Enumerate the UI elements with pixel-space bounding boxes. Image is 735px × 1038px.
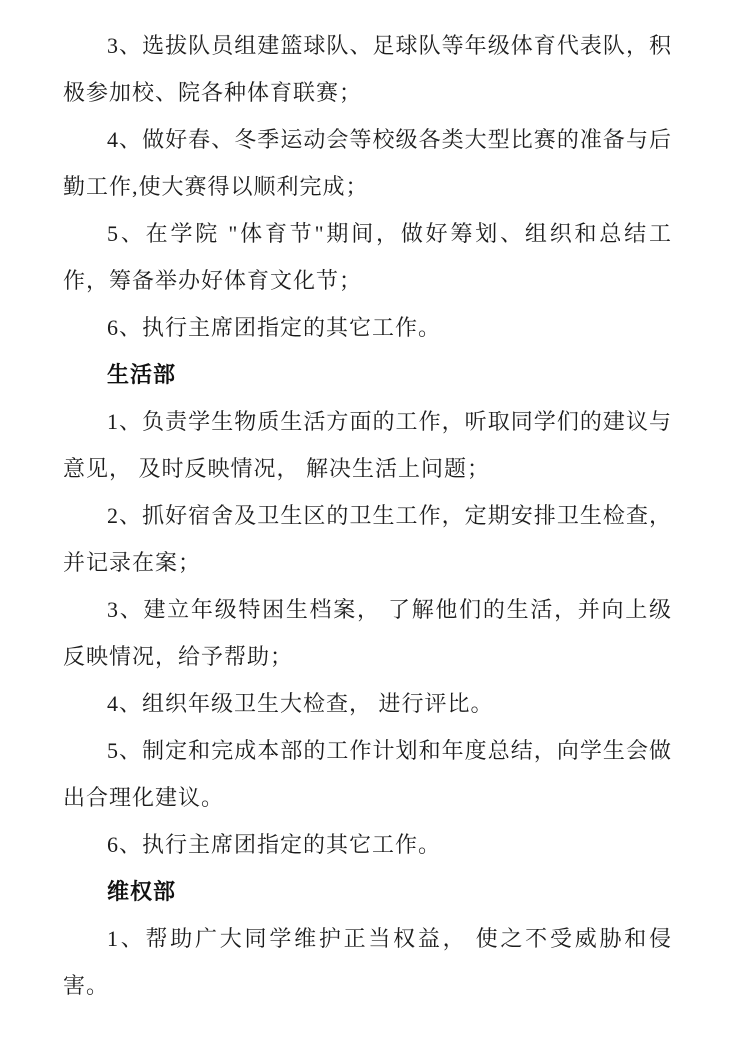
paragraph: 3、建立年级特困生档案， 了解他们的生活，并向上级反映情况，给予帮助； <box>63 597 672 669</box>
paragraph: 1、负责学生物质生活方面的工作，听取同学们的建议与意见， 及时反映情况， 解决生活上问题； <box>63 409 672 481</box>
document-body <box>63 22 672 1009</box>
section-heading: 生活部 <box>107 362 177 387</box>
paragraph: 4、做好春、冬季运动会等校级各类大型比赛的准备与后勤工作,使大赛得以顺利完成； <box>63 127 672 199</box>
paragraph: 1、帮助广大同学维护正当权益， 使之不受威胁和侵害。 <box>63 926 672 998</box>
section-heading: 维权部 <box>107 879 177 904</box>
paragraph: 5、在学院 "体育节"期间，做好筹划、组织和总结工作，筹备举办好体育文化节； <box>63 221 672 293</box>
paragraph: 6、执行主席团指定的其它工作。 <box>107 832 442 857</box>
paragraph: 4、组织年级卫生大检查， 进行评比。 <box>107 691 494 716</box>
paragraph: 3、选拔队员组建篮球队、足球队等年级体育代表队，积极参加校、院各种体育联赛； <box>63 33 672 105</box>
paragraph: 5、制定和完成本部的工作计划和年度总结，向学生会做出合理化建议。 <box>63 738 672 810</box>
paragraph: 6、执行主席团指定的其它工作。 <box>107 315 442 340</box>
paragraph: 2、抓好宿舍及卫生区的卫生工作，定期安排卫生检查，并记录在案； <box>63 503 672 575</box>
